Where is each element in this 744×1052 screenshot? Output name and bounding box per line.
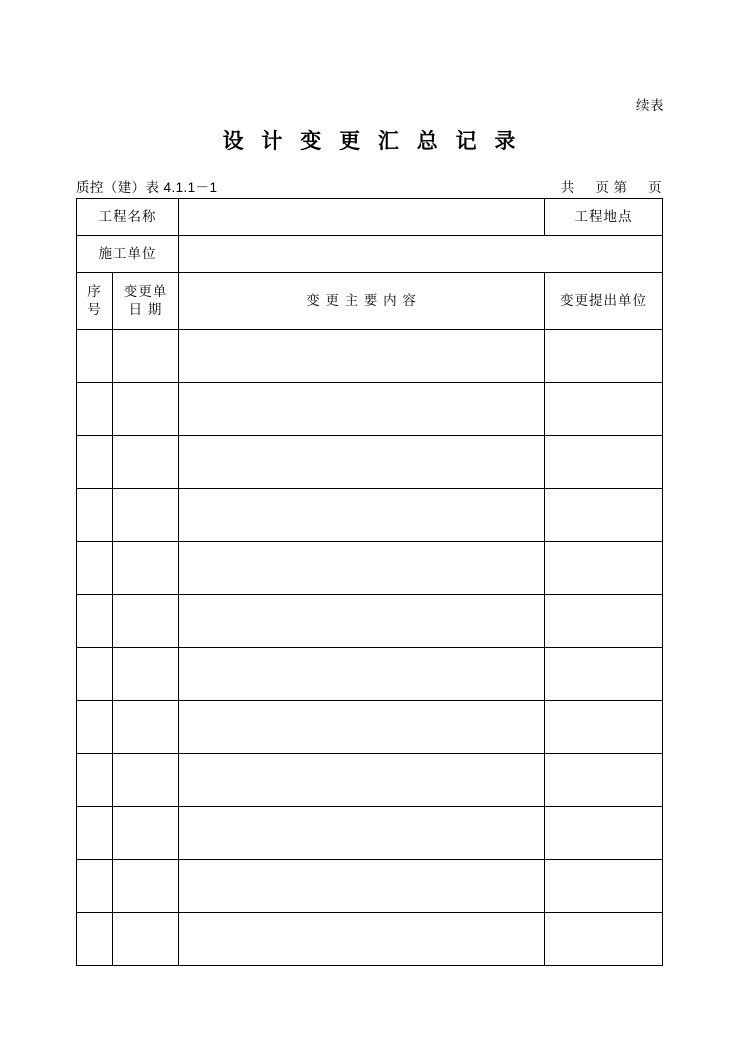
cell-seq[interactable] <box>77 489 113 542</box>
cell-content[interactable] <box>179 701 545 754</box>
form-subheader <box>76 176 662 196</box>
cell-seq[interactable] <box>77 860 113 913</box>
column-header-unit: 变更提出单位 <box>545 273 663 330</box>
cell-date[interactable] <box>113 489 179 542</box>
table-row <box>77 648 663 701</box>
cell-date[interactable] <box>113 436 179 489</box>
form-code: 质控（建）表 4.1.1－1 <box>76 180 218 195</box>
cell-date[interactable] <box>113 701 179 754</box>
construction-unit-row <box>77 236 663 273</box>
column-header-content: 变 更 主 要 内 容 <box>179 273 545 330</box>
cell-date[interactable] <box>113 383 179 436</box>
table-row <box>77 436 663 489</box>
cell-unit[interactable] <box>545 595 663 648</box>
cell-content[interactable] <box>179 754 545 807</box>
cell-seq[interactable] <box>77 542 113 595</box>
construction-unit-value[interactable] <box>179 236 663 273</box>
project-name-label: 工程名称 <box>77 199 179 236</box>
column-header-seq <box>77 273 113 330</box>
cell-unit[interactable] <box>545 489 663 542</box>
cell-unit[interactable] <box>545 860 663 913</box>
cell-seq[interactable] <box>77 383 113 436</box>
cell-content[interactable] <box>179 489 545 542</box>
table-header-row <box>77 273 663 330</box>
cell-unit[interactable] <box>545 542 663 595</box>
cell-content[interactable] <box>179 860 545 913</box>
cell-date[interactable] <box>113 754 179 807</box>
table-row <box>77 595 663 648</box>
cell-date[interactable] <box>113 330 179 383</box>
cell-date[interactable] <box>113 860 179 913</box>
cell-seq[interactable] <box>77 754 113 807</box>
table-row <box>77 542 663 595</box>
page-title: 设 计 变 更 汇 总 记 录 <box>222 130 522 153</box>
table-row <box>77 913 663 966</box>
cell-date[interactable] <box>113 913 179 966</box>
column-header-seq-line1: 序 <box>87 283 102 299</box>
project-location-label: 工程地点 <box>545 199 663 236</box>
column-header-date-line2: 日 期 <box>128 302 163 317</box>
column-header-date-line1: 变更单 <box>123 283 168 299</box>
table-row <box>77 383 663 436</box>
cell-seq[interactable] <box>77 595 113 648</box>
cell-date[interactable] <box>113 807 179 860</box>
table-row <box>77 330 663 383</box>
cell-content[interactable] <box>179 436 545 489</box>
cell-seq[interactable] <box>77 436 113 489</box>
cell-date[interactable] <box>113 648 179 701</box>
project-info-row <box>77 199 663 236</box>
cell-unit[interactable] <box>545 701 663 754</box>
table-row <box>77 754 663 807</box>
cell-seq[interactable] <box>77 648 113 701</box>
cell-unit[interactable] <box>545 754 663 807</box>
table-row <box>77 807 663 860</box>
cell-content[interactable] <box>179 648 545 701</box>
column-header-date <box>113 273 179 330</box>
cell-content[interactable] <box>179 330 545 383</box>
cell-seq[interactable] <box>77 701 113 754</box>
cell-seq[interactable] <box>77 330 113 383</box>
page-number-info: 共 页 第 页 <box>560 180 662 195</box>
cell-content[interactable] <box>179 595 545 648</box>
cell-unit[interactable] <box>545 648 663 701</box>
cell-unit[interactable] <box>545 436 663 489</box>
cell-unit[interactable] <box>545 807 663 860</box>
table-row <box>77 701 663 754</box>
construction-unit-label: 施工单位 <box>77 236 179 273</box>
cell-seq[interactable] <box>77 807 113 860</box>
cell-content[interactable] <box>179 913 545 966</box>
cell-date[interactable] <box>113 542 179 595</box>
project-name-value[interactable] <box>179 199 545 236</box>
continued-label: 续表 <box>636 98 664 113</box>
cell-unit[interactable] <box>545 913 663 966</box>
cell-content[interactable] <box>179 383 545 436</box>
cell-unit[interactable] <box>545 383 663 436</box>
cell-content[interactable] <box>179 807 545 860</box>
cell-unit[interactable] <box>545 330 663 383</box>
design-change-summary-table <box>76 198 663 966</box>
cell-date[interactable] <box>113 595 179 648</box>
table-row <box>77 489 663 542</box>
column-header-seq-line2: 号 <box>87 302 102 317</box>
cell-seq[interactable] <box>77 913 113 966</box>
cell-content[interactable] <box>179 542 545 595</box>
table-row <box>77 860 663 913</box>
